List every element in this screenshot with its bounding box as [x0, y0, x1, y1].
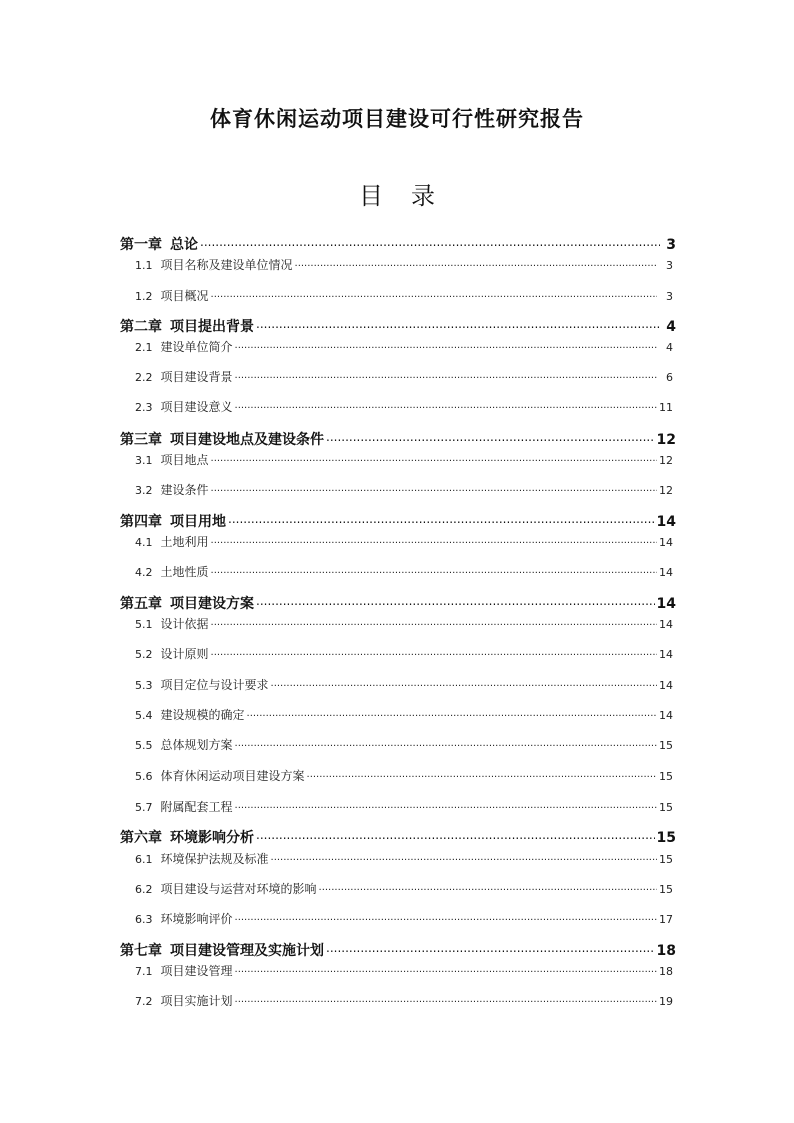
toc-entry-page-number: 14 [659, 709, 673, 722]
toc-entry-title: 项目建设背景 [160, 370, 233, 384]
document-title: 体育休闲运动项目建设可行性研究报告 [210, 106, 584, 131]
toc-section-entry[interactable] [135, 481, 673, 498]
toc-dot-leader [235, 799, 657, 811]
toc-entry-number: 第一章 [120, 237, 162, 253]
toc-entry-page-number: 15 [656, 830, 676, 846]
toc-entry-title: 环境保护法规及标准 [160, 852, 269, 866]
toc-entry-number: 6.2 [135, 883, 153, 896]
toc-dot-leader [326, 430, 655, 444]
toc-section-entry[interactable] [135, 563, 673, 580]
toc-entry-title: 总体规划方案 [160, 738, 233, 752]
toc-entry-title: 项目建设与运营对环境的影响 [160, 882, 317, 896]
toc-entry-title: 设计原则 [160, 647, 209, 661]
toc-entry-page-number: 15 [659, 770, 673, 783]
toc-section-entry[interactable] [135, 798, 673, 815]
toc-section-entry[interactable] [135, 645, 673, 662]
toc-entry-number: 第五章 [120, 596, 162, 612]
toc-dot-leader [307, 768, 657, 780]
toc-chapter-entry[interactable] [120, 429, 676, 449]
toc-entry-title: 项目建设方案 [170, 596, 254, 612]
toc-entry-page-number: 11 [659, 401, 673, 414]
toc-entry-title: 项目建设地点及建设条件 [170, 432, 324, 448]
toc-dot-leader [235, 911, 657, 923]
toc-entry-number: 6.3 [135, 913, 153, 926]
toc-entry-title: 建设单位简介 [160, 340, 233, 354]
toc-heading: 目录 [359, 182, 463, 210]
toc-dot-leader [235, 963, 657, 975]
toc-dot-leader [200, 235, 660, 249]
toc-entry-title: 项目建设管理及实施计划 [170, 943, 324, 959]
toc-entry-page-number: 17 [659, 913, 673, 926]
toc-entry-number: 第七章 [120, 943, 162, 959]
toc-entry-page-number: 3 [666, 290, 673, 303]
toc-section-entry[interactable] [135, 706, 673, 723]
toc-section-entry[interactable] [135, 850, 673, 867]
toc-entry-title: 体育休闲运动项目建设方案 [160, 769, 305, 783]
toc-chapter-entry[interactable] [120, 234, 676, 254]
toc-entry-page-number: 3 [666, 237, 676, 253]
toc-dot-leader [271, 677, 657, 689]
toc-dot-leader [211, 534, 657, 546]
toc-dot-leader [326, 941, 655, 955]
toc-entry-number: 2.2 [135, 371, 153, 384]
toc-section-entry[interactable] [135, 615, 673, 632]
toc-entry-number: 第六章 [120, 830, 162, 846]
toc-section-entry[interactable] [135, 533, 673, 550]
toc-section-entry[interactable] [135, 451, 673, 468]
toc-entry-title: 总论 [170, 237, 198, 253]
toc-entry-title: 项目用地 [170, 514, 226, 530]
toc-entry-page-number: 12 [659, 484, 673, 497]
toc-entry-page-number: 3 [666, 259, 673, 272]
toc-entry-number: 3.1 [135, 454, 153, 467]
toc-entry-number: 1.2 [135, 290, 153, 303]
toc-dot-leader [247, 707, 657, 719]
toc-entry-page-number: 18 [659, 965, 673, 978]
toc-entry-page-number: 12 [659, 454, 673, 467]
toc-section-entry[interactable] [135, 910, 673, 927]
toc-section-entry[interactable] [135, 287, 673, 304]
toc-entry-page-number: 19 [659, 995, 673, 1008]
toc-entry-title: 环境影响分析 [170, 830, 254, 846]
toc-entry-number: 7.2 [135, 995, 153, 1008]
toc-entry-number: 5.2 [135, 648, 153, 661]
toc-entry-page-number: 14 [659, 618, 673, 631]
toc-entry-number: 第二章 [120, 319, 162, 335]
toc-entry-number: 4.2 [135, 566, 153, 579]
toc-entry-title: 附属配套工程 [160, 800, 233, 814]
toc-dot-leader [271, 851, 657, 863]
toc-entry-page-number: 15 [659, 883, 673, 896]
toc-chapter-entry[interactable] [120, 940, 676, 960]
toc-entry-page-number: 14 [659, 679, 673, 692]
toc-entry-number: 2.1 [135, 341, 153, 354]
toc-dot-leader [211, 646, 657, 658]
toc-entry-page-number: 4 [666, 341, 673, 354]
toc-entry-page-number: 15 [659, 853, 673, 866]
toc-entry-page-number: 4 [666, 319, 676, 335]
toc-entry-number: 5.4 [135, 709, 153, 722]
toc-section-entry[interactable] [135, 368, 673, 385]
toc-entry-page-number: 15 [659, 801, 673, 814]
toc-entry-title: 项目定位与设计要求 [160, 678, 269, 692]
toc-entry-title: 建设规模的确定 [160, 708, 245, 722]
toc-dot-leader [211, 564, 657, 576]
toc-entry-number: 5.3 [135, 679, 153, 692]
toc-entry-number: 第三章 [120, 432, 162, 448]
toc-entry-title: 项目概况 [160, 289, 209, 303]
toc-entry-title: 环境影响评价 [160, 912, 233, 926]
toc-entry-page-number: 14 [656, 514, 676, 530]
toc-dot-leader [235, 993, 657, 1005]
toc-chapter-entry[interactable] [120, 511, 676, 531]
toc-dot-leader [235, 737, 657, 749]
toc-entry-page-number: 18 [656, 943, 676, 959]
toc-entry-title: 土地利用 [160, 535, 209, 549]
toc-section-entry[interactable] [135, 962, 673, 979]
toc-entry-title: 项目提出背景 [170, 319, 254, 335]
toc-entry-title: 项目实施计划 [160, 994, 233, 1008]
toc-entry-title: 建设条件 [160, 483, 209, 497]
toc-dot-leader [228, 512, 655, 526]
toc-entry-page-number: 14 [659, 536, 673, 549]
toc-dot-leader [235, 369, 657, 381]
toc-chapter-entry[interactable] [120, 316, 676, 336]
toc-section-entry[interactable] [135, 992, 673, 1009]
toc-dot-leader [211, 288, 657, 300]
toc-entry-title: 项目地点 [160, 453, 209, 467]
toc-entry-title: 项目建设意义 [160, 400, 233, 414]
toc-entry-number: 5.7 [135, 801, 153, 814]
toc-dot-leader [235, 399, 657, 411]
toc-section-entry[interactable] [135, 880, 673, 897]
toc-entry-number: 2.3 [135, 401, 153, 414]
toc-chapter-entry[interactable] [120, 593, 676, 613]
toc-dot-leader [256, 828, 655, 842]
toc-section-entry[interactable] [135, 398, 673, 415]
toc-entry-number: 5.5 [135, 739, 153, 752]
toc-entry-page-number: 6 [666, 371, 673, 384]
toc-section-entry[interactable] [135, 338, 673, 355]
toc-entry-number: 6.1 [135, 853, 153, 866]
toc-section-entry[interactable] [135, 256, 673, 273]
toc-dot-leader [256, 317, 660, 331]
toc-entry-number: 第四章 [120, 514, 162, 530]
toc-entry-page-number: 14 [659, 566, 673, 579]
toc-entry-title: 设计依据 [160, 617, 209, 631]
toc-dot-leader [235, 339, 657, 351]
toc-entry-number: 5.1 [135, 618, 153, 631]
toc-entry-number: 4.1 [135, 536, 153, 549]
toc-entry-page-number: 12 [656, 432, 676, 448]
toc-entry-page-number: 15 [659, 739, 673, 752]
toc-entry-number: 1.1 [135, 259, 153, 272]
toc-entry-page-number: 14 [659, 648, 673, 661]
toc-section-entry[interactable] [135, 736, 673, 753]
toc-section-entry[interactable] [135, 767, 673, 784]
toc-entry-title: 土地性质 [160, 565, 209, 579]
toc-dot-leader [211, 616, 657, 628]
toc-dot-leader [295, 257, 657, 269]
toc-dot-leader [211, 482, 657, 494]
toc-entry-title: 项目名称及建设单位情况 [160, 258, 293, 272]
toc-entry-number: 7.1 [135, 965, 153, 978]
toc-dot-leader [319, 881, 657, 893]
toc-chapter-entry[interactable] [120, 827, 676, 847]
toc-dot-leader [256, 594, 655, 608]
toc-entry-page-number: 14 [656, 596, 676, 612]
toc-entry-number: 3.2 [135, 484, 153, 497]
toc-dot-leader [211, 452, 657, 464]
toc-entry-title: 项目建设管理 [160, 964, 233, 978]
toc-entry-number: 5.6 [135, 770, 153, 783]
toc-section-entry[interactable] [135, 676, 673, 693]
